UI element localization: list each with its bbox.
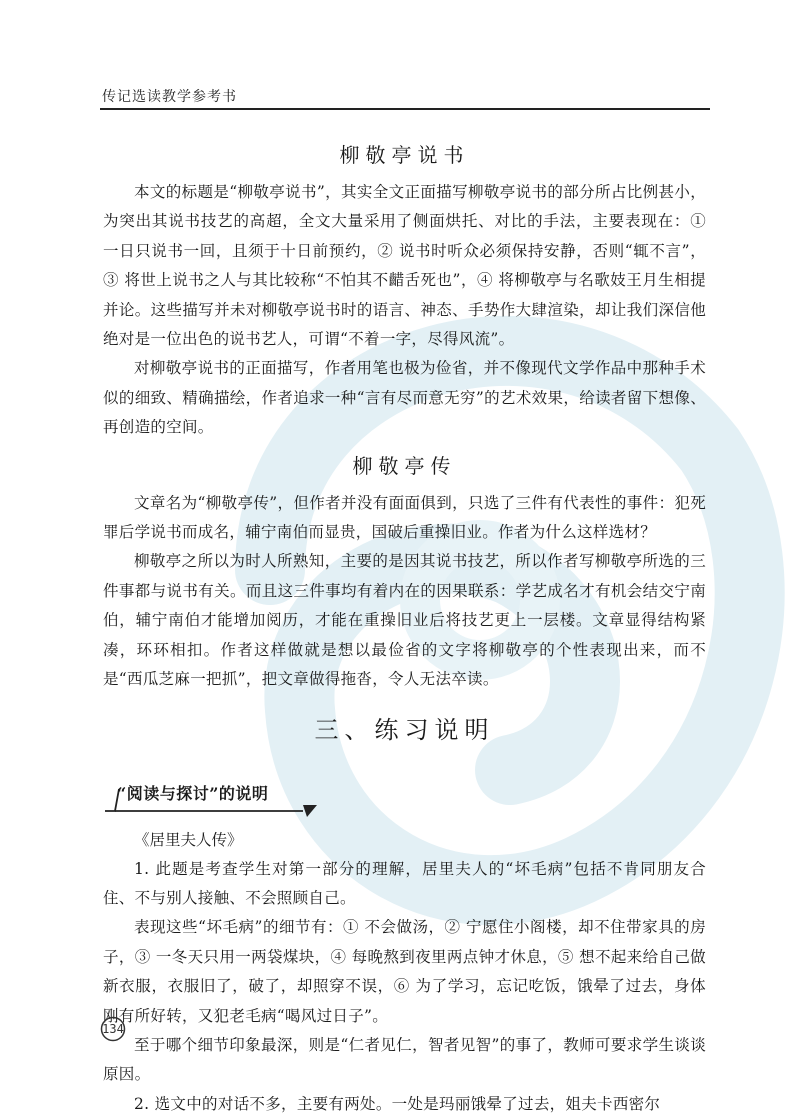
- paragraph: 至于哪个细节印象最深，则是“仁者见仁，智者见智”的事了，教师可要求学生谈谈原因。: [103, 1036, 706, 1084]
- section-title-liujingting-shuoshu: 柳敬亭说书: [339, 143, 470, 167]
- book-title: 《居里夫人传》: [134, 830, 243, 849]
- paragraph: 对柳敬亭说书的正面描写，作者用笔也极为俭省，并不像现代文学作品中那种手术似的细致、精确描绘，作者追求一种“言有尽而意无穷”的艺术效果，给读者留下想像、再创造的空间。: [103, 359, 706, 437]
- paragraph: 2. 选文中的对话不多，主要有两处。一处是玛丽饿晕了过去，姐夫卡西密尔: [134, 1094, 661, 1113]
- header-rule: [100, 108, 710, 110]
- paragraph: 1. 此题是考查学生对第一部分的理解，居里夫人的“坏毛病”包括不肯同朋友合住、不与别人接触、不会照顾自己。: [103, 859, 706, 907]
- page-number: 134: [102, 1022, 124, 1036]
- running-title: 传记选读教学参考书: [102, 89, 237, 105]
- page-number-badge: [100, 1016, 126, 1042]
- running-header: [100, 78, 710, 112]
- section-title-liujingting-zhuan: 柳敬亭传: [352, 453, 457, 478]
- chapter-title: 三、练习说明: [314, 715, 495, 744]
- subheading-text: “阅读与探讨”的说明: [117, 783, 269, 803]
- paragraph: 文章名为“柳敬亭传”，但作者并没有面面俱到，只选了三件有代表性的事件：犯死罪后学说书而成名，辅宁南伯而显贵，国破后重操旧业。作者为什么这样选材？: [103, 493, 706, 542]
- paragraph: 柳敬亭之所以为时人所熟知，主要的是因其说书技艺，所以作者写柳敬亭所选的三件事都与说书有关。而且这三件事均有着内在的因果联系：学艺成名才有机会结交宁南伯，辅宁南伯才能增加阅历，才能在重操旧业后将技艺更上一层楼。文章显得结构紧凑，环环相扣。作者这样做就是想以最俭省的文字将柳敬亭的个性表现出来，而不是“西瓜芝麻一把抓”，把文章做得拖沓，令人无法卒读。: [103, 552, 706, 689]
- subheading-banner: [103, 775, 706, 819]
- paragraph: 表现这些“坏毛病”的细节有：① 不会做汤，② 宁愿住小阁楼，却不住带家具的房子，③ 一冬天只用一两袋煤块，④ 每晚熬到夜里两点钟才休息，⑤ 想不起来给自己做新衣服，衣服旧了，破了，却照穿不误，⑥ 为了学习，忘记吃饭，饿晕了过去，身体刚有所好转，又犯老毛病“喝风过日子”。: [103, 918, 706, 1025]
- page-content: [103, 132, 706, 1119]
- paragraph: 本文的标题是“柳敬亭说书”，其实全文正面描写柳敬亭说书的部分所占比例甚小，为突出其说书技艺的高超，全文大量采用了侧面烘托、对比的手法，主要表现在：① 一日只说书一回，且须于十日前预约，② 说书时听众必须保持安静，否则“辄不言”，③ 将世上说书之人与其比较称“不怕其不齰舌死也”，④ 将柳敬亭与名歌妓王月生相提并论。这些描写并未对柳敬亭说书时的语言、神态、手势作大肆渲染，却让我们深信他绝对是一位出色的说书艺人，可谓“不着一字，尽得风流”。: [103, 183, 706, 349]
